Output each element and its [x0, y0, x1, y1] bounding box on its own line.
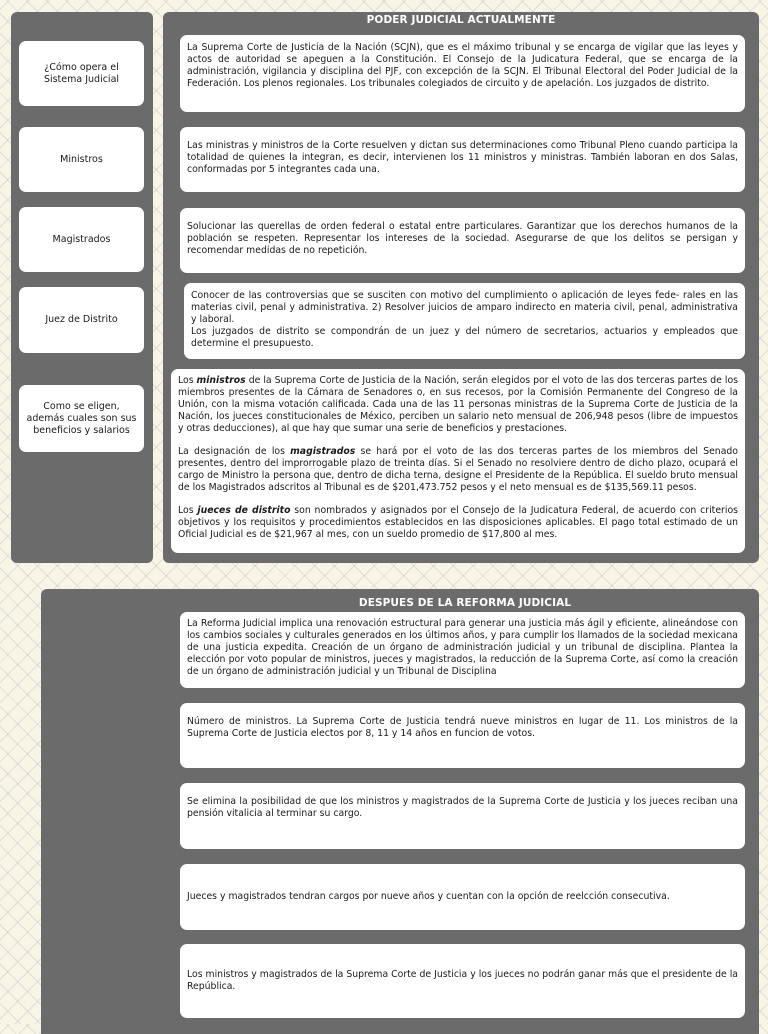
- sidebar-item-como-opera: [19, 41, 144, 106]
- card-como-opera: [180, 35, 745, 112]
- keyword-magistrados: magistrados: [290, 446, 356, 457]
- sidebar-item-label: Magistrados: [52, 233, 111, 245]
- card-pension: [180, 783, 745, 849]
- card-text: Número de ministros. La Suprema Corte de Justicia tendrá nueve ministros en lugar de 11. Los ministros de la Suprema Corte de Justicia electos por 8, 11 y 14 años en funcion de votos.: [187, 716, 738, 739]
- card-text: Se elimina la posibilidad de que los ministros y magistrados de la Suprema Corte de Justicia y los jueces reciban una pensión vitalicia al terminar su cargo.: [187, 796, 738, 819]
- card-magistrados: [180, 208, 745, 273]
- sidebar-item-label: ¿Cómo opera el Sistema Judicial: [43, 61, 120, 85]
- paragraph-jueces: Los jueces de distrito son nombrados y asignados por el Consejo de la Judicatura Federal, de acuerdo con criterios objetivos y los requisitos y procedimientos establecidos en las disposiciones aplicables. El pago total estimado de un Oficial Judicial es de $21,967 al mes, con un sueldo promedio de $17,800 al mes.: [178, 505, 738, 540]
- paragraph-magistrados: La designación de los magistrados se hará por el voto de las dos terceras partes de los miembros del Senado presentes, dentro del improrrogable plazo de treinta días. Si el Senado no resolviere dentro de dicho plazo, ocupará el cargo de Ministro la persona que, dentro de dicha terna, designe el Presidente de la República. El sueldo bruto mensual de los Magistrados adscritos al Tribunal es de $201,473.752 pesos y el neto mensual es de $135,569.11 pesos.: [178, 446, 738, 493]
- card-text: Conocer de las controversias que se susciten con motivo del cumplimiento o aplicación de leyes fede- rales en las materias civil, penal y administrativa. 2) Resolver juicios de amparo indirecto en materia civil, penal, administrativa y laboral.: [191, 290, 738, 325]
- sidebar-item-ministros: [19, 127, 144, 192]
- card-numero-ministros: [180, 703, 745, 768]
- sidebar-item-juez-distrito: [19, 287, 144, 353]
- card-eleccion: [171, 369, 745, 553]
- sidebar-item-magistrados: [19, 207, 144, 272]
- card-text: Los ministros y magistrados de la Suprema Corte de Justicia y los jueces no podrán ganar más que el presidente de la República.: [187, 969, 738, 992]
- sidebar-item-label: Juez de Distrito: [45, 314, 118, 325]
- card-salario-tope: [180, 944, 745, 1018]
- sidebar-item-label: Ministros: [60, 153, 103, 165]
- paragraph-ministros: Los ministros de la Suprema Corte de Justicia de la Nación, serán elegidos por el voto de las dos terceras partes de los miembros presentes de la Cámara de Senadores o, en sus recesos, por la Comisión Permanente del Congreso de la Unión, con la misma votación calificada. Cada una de las 11 personas ministras de la Suprema Corte de Justicia de la Nación, los jueces constitucionales de México, perciben un salario neto mensual de 206,948 pesos (libre de impuestos y otras deducciones), al que hay que sumar una serie de beneficios y prestaciones.: [178, 375, 738, 434]
- card-text: Los juzgados de distrito se compondrán de un juez y del número de secretarios, actuarios y empleados que determine el presupuesto.: [191, 326, 738, 349]
- card-text: Jueces y magistrados tendran cargos por nueve años y cuentan con la opción de reelcción consecutiva.: [187, 891, 670, 902]
- keyword-jueces: jueces de distrito: [197, 505, 291, 516]
- card-text: La Reforma Judicial implica una renovación estructural para generar una justicia más ágil y eficiente, alineándose con los cambios sociales y culturales generados en los últimos años, y para cumplir los llamados de la sociedad mexicana de una justicia expedita. Creación de un órgano de administración judicial y un tribunal de disciplina. Plantea la elección por voto popular de ministros, jueces y magistrados, la reducción de la Suprema Corte, así como la creación de un órgano de administración judicial y un Tribunal de Disciplina: [187, 618, 738, 677]
- reforma-section-title: DESPUES DE LA REFORMA JUDICIAL: [358, 597, 572, 609]
- card-cargos: [180, 864, 745, 930]
- card-text: Solucionar las querellas de orden federal o estatal entre particulares. Garantizar que los derechos humanos de la población se respeten. Representar los intereses de la sociedad. Asegurarse de que los delitos se persigan y recomendar medidas de no repetición.: [187, 221, 738, 256]
- card-text: Las ministras y ministros de la Corte resuelven y dictan sus determinaciones como Tribunal Pleno cuando participa la totalidad de quienes la integran, es decir, intervienen los 11 ministros y ministras. También laboran en dos Salas, conformadas por 5 integrantes cada una.: [187, 140, 738, 175]
- sidebar-item-label: Como se eligen, además cuales son sus beneficios y salarios: [26, 400, 137, 436]
- card-reforma-intro: [180, 612, 745, 688]
- sidebar-item-eleccion: [19, 385, 144, 452]
- card-text: La Suprema Corte de Justicia de la Nación (SCJN), que es el máximo tribunal y se encarga de vigilar que las leyes y actos de autoridad se apeguen a la Constitución. El Consejo de la Judicatura Federal, que se encarga de la administración, vigilancia y disciplina del PJF, con excepción de la SCJN. El Tribunal Electoral del Poder Judicial de la Federación. Los plenos regionales. Los tribunales colegiados de circuito y de apelación. Los juzgados de distrito.: [187, 42, 738, 89]
- actual-section-title: PODER JUDICIAL ACTUALMENTE: [366, 14, 556, 26]
- keyword-ministros: ministros: [196, 375, 246, 386]
- card-juez-distrito: [184, 283, 745, 359]
- card-ministros: [180, 127, 745, 192]
